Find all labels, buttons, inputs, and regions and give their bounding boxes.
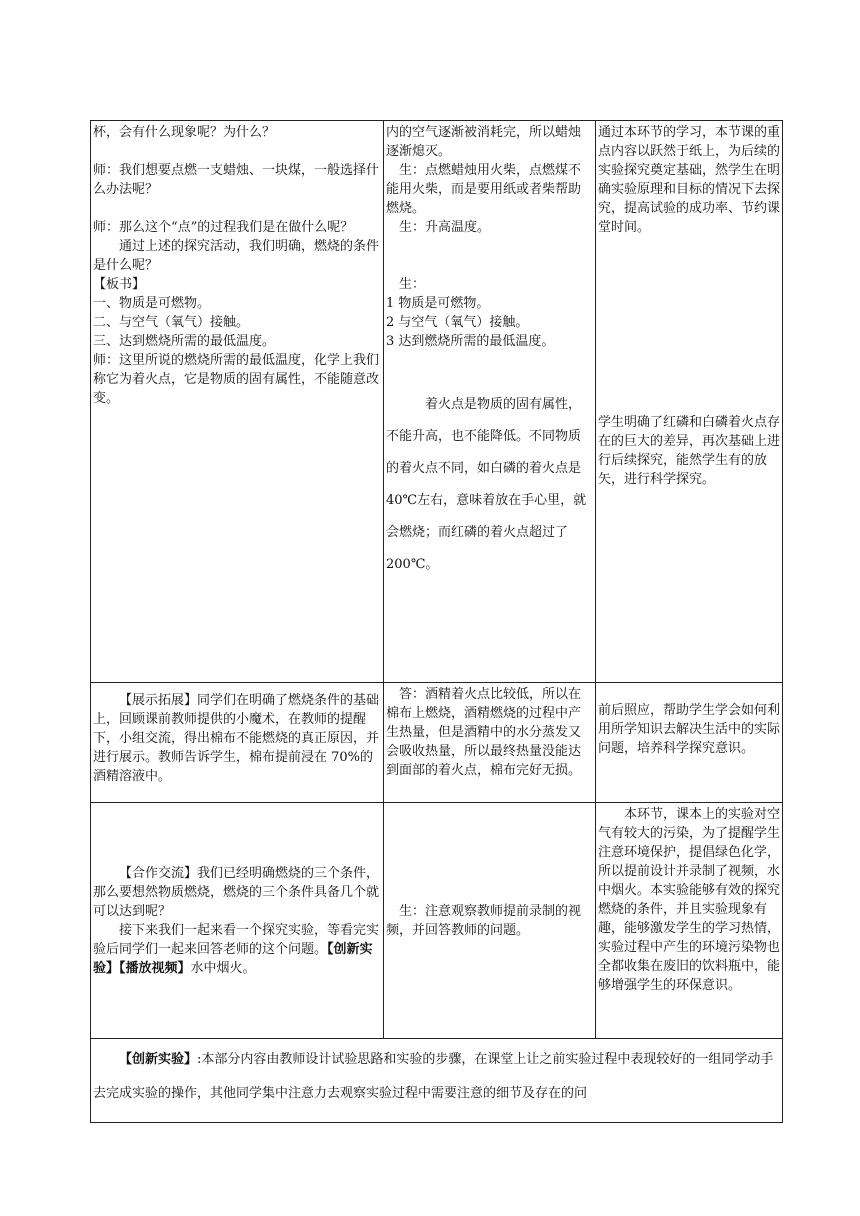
design-intent-cell — [596, 121, 783, 683]
text-span: :本部分内容由教师设计试验思路和实验的步骤，在课堂上让之前实验过程中表现较好的一组同学动手去完成实验的操作，其他同学集中注意力去观察实验过程中需要注意的细节及存在的问 — [93, 1052, 774, 1101]
text-line: 前后照应，帮助学生学会如何利用所学知识去解决生活中的实际问题，培养科学探究意识。 — [598, 703, 781, 756]
board-item: 二、与空气（氧气）接触。 — [93, 315, 250, 330]
table-row — [91, 803, 783, 1039]
table-row — [91, 1039, 783, 1123]
teacher-activity-cell — [91, 803, 384, 1039]
text-line: 【合作交流】我们已经明确燃烧的三个条件，那么要想然物质燃烧，燃烧的三个条件具备几个就可以达到呢？ — [93, 865, 380, 919]
board-item: 一、物质是可燃物。 — [93, 296, 211, 311]
text-span: 接下来我们一起来看一个探究实验，等看完实验后同学们一起来回答老师的这个问题。 — [93, 922, 380, 957]
video-tag: 【播放视频】 — [119, 960, 191, 976]
text-line: 师：我们想要点燃一支蜡烛、一块煤，一般选择什么办法呢？ — [93, 163, 380, 197]
innovation-tag: 【创新实验】 — [93, 941, 373, 976]
text-line: 1 物质是可燃物。 — [386, 296, 490, 311]
text-line: 生：注意观察教师提前录制的视频，并回答教师的问题。 — [386, 903, 582, 938]
student-activity-cell — [384, 803, 596, 1039]
design-intent-cell — [596, 683, 783, 803]
text-line: 2 与空气（氧气）接触。 — [386, 315, 529, 330]
teacher-activity-cell — [91, 683, 384, 803]
lesson-plan-table — [90, 120, 783, 1123]
text-line: 3 达到燃烧所需的最低温度。 — [386, 334, 555, 349]
text-line: 生：点燃蜡烛用火柴，点燃煤不能用火柴，而是要用纸或者柴帮助燃烧。 — [386, 163, 582, 216]
text-line: 答：酒精着火点比较低，所以在棉布上燃烧，酒精燃烧的过程中产生热量，但是酒精中的水分蒸发又会吸收热量，所以最终热量没能达到面部的着火点，棉布完好无损。 — [386, 687, 582, 778]
board-item: 三、达到燃烧所需的最低温度。 — [93, 334, 276, 349]
text-line: 生：升高温度。 — [399, 220, 491, 235]
text-line: 通过本环节的学习，本节课的重点内容以跃然于纸上，为后续的实验探究奠定基础，然学生在明确实验原理和目标的情况下去探究，提高试验的成功率、节约课堂时间。 — [598, 125, 781, 235]
text-line — [93, 1043, 780, 1111]
student-activity-cell — [384, 683, 596, 803]
text-line: 师：这里所说的燃烧所需的最低温度，化学上我们称它为着火点，它是物质的固有属性，不能随意改变。 — [93, 353, 380, 406]
text-line: 着火点是物质的固有属性，不能升高，也不能降低。不同物质的着火点不同，如白磷的着火点是 40℃左右，意味着放在手心里，就会燃烧；而红磷的着火点超过了 200℃。 — [386, 397, 587, 572]
board-heading: 【板书】 — [93, 277, 146, 292]
text-line: 通过上述的探究活动，我们明确，燃烧的条件是什么呢？ — [93, 239, 380, 273]
innovation-experiment-cell — [91, 1039, 783, 1123]
text-line: 师：那么这个“点”的过程我们是在做什么呢？ — [93, 220, 354, 235]
text-line: 本环节，课本上的实验对空气有较大的污染，为了提醒学生注意环境保护，提倡绿色化学，所以提前设计并录制了视频，水中烟火。本实验能够有效的探究燃烧的条件，并且实验现象有趣，能够激发学生的学习热情，实验过程中产生的环境污染物也全都收集在废旧的饮料瓶中，能够增强学生的环保意识。 — [598, 807, 781, 993]
table-row — [91, 121, 783, 683]
table-row — [91, 683, 783, 803]
text-span: 水中烟火。 — [190, 960, 256, 976]
text-line: 生： — [399, 277, 426, 292]
text-line: 【展示拓展】同学们在明确了燃烧条件的基础上，回顾课前教师提供的小魔术，在教师的提醒下，小组交流，得出棉布不能燃烧的真正原因，并进行展示。教师告诉学生，棉布提前浸在 70%的酒精溶液中。 — [93, 693, 380, 784]
student-activity-cell — [384, 121, 596, 683]
text-line: 学生明确了红磷和白磷着火点存在的巨大的差异，再次基础上进行后续探究，能然学生有的放矢，进行科学探究。 — [598, 415, 781, 487]
text-line — [93, 921, 381, 978]
innovation-tag: 【创新实验】 — [119, 1052, 198, 1067]
text-line: 杯，会有什么现象呢？为什么？ — [93, 125, 276, 140]
teacher-activity-cell — [91, 121, 384, 683]
text-line: 内的空气逐渐被消耗完，所以蜡烛逐渐熄灭。 — [386, 125, 582, 159]
design-intent-cell — [596, 803, 783, 1039]
